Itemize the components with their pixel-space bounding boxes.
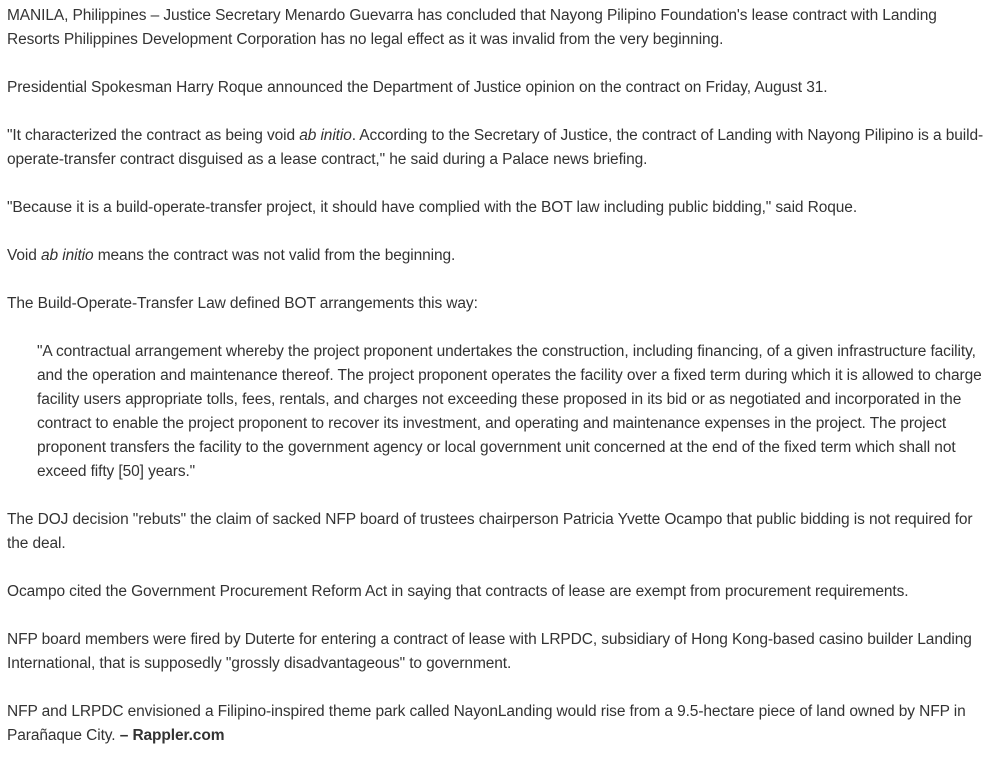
paragraph-text: Void xyxy=(7,247,41,264)
paragraph-definition xyxy=(7,244,985,268)
paragraph-lede: MANILA, Philippines – Justice Secretary Menardo Guevarra has concluded that Nayong Pilipino Foundation's lease contract with Landing Resorts Philippines Development Corporation has no legal effect as it was invalid from the very beginning. xyxy=(7,7,937,48)
paragraph-announcement: Presidential Spokesman Harry Roque announced the Department of Justice opinion on the contract on Friday, August 31. xyxy=(7,79,828,96)
paragraph-text: means the contract was not valid from the beginning. xyxy=(93,247,456,264)
paragraph-doj-rebuts: The DOJ decision "rebuts" the claim of sacked NFP board of trustees chairperson Patricia Yvette Ocampo that public bidding is not required for the deal. xyxy=(7,511,973,552)
article-body xyxy=(7,4,985,772)
paragraph-nfp-fired: NFP board members were fired by Duterte for entering a contract of lease with LRPDC, subsidiary of Hong Kong-based casino builder Landing International, that is supposedly "grossly disadvantageous" to government. xyxy=(7,631,972,672)
paragraph-text: "It characterized the contract as being void xyxy=(7,127,300,144)
blockquote-bot-definition: "A contractual arrangement whereby the project proponent undertakes the construction, including financing, of a given infrastructure facility, and the operation and maintenance thereof. The project proponent operates the facility over a fixed term during which it is allowed to charge facility users appropriate tolls, fees, rentals, and charges not exceeding these proposed in its bid or as negotiated and incorporated in the contract to enable the project proponent to recover its investment, and operating and maintenance expenses in the project. The project proponent transfers the facility to the government agency or local government unit concerned at the end of the fixed term which shall not exceed fifty [50] years." xyxy=(37,343,982,480)
paragraph-nayonlanding xyxy=(7,700,985,748)
source-credit: – Rappler.com xyxy=(119,727,225,744)
paragraph-quote-roque xyxy=(7,124,985,172)
paragraph-text: NFP and LRPDC envisioned a Filipino-inspired theme park called NayonLanding would rise from a 9.5-hectare piece of land owned by NFP in Parañaque City. xyxy=(7,703,966,744)
paragraph-bot-intro: The Build-Operate-Transfer Law defined BOT arrangements this way: xyxy=(7,295,478,312)
paragraph-ocampo: Ocampo cited the Government Procurement Reform Act in saying that contracts of lease are exempt from procurement requirements. xyxy=(7,583,909,600)
italic-term: ab initio xyxy=(40,247,94,264)
italic-term: ab initio xyxy=(299,127,352,144)
paragraph-bot-law: "Because it is a build-operate-transfer project, it should have complied with the BOT law including public bidding," said Roque. xyxy=(7,199,858,216)
paragraph-text: . According to the Secretary of Justice, the contract of Landing with Nayong Pilipino is a build-operate-transfer contract disguised as a lease contract," he said during a Palace news briefing. xyxy=(7,127,984,168)
